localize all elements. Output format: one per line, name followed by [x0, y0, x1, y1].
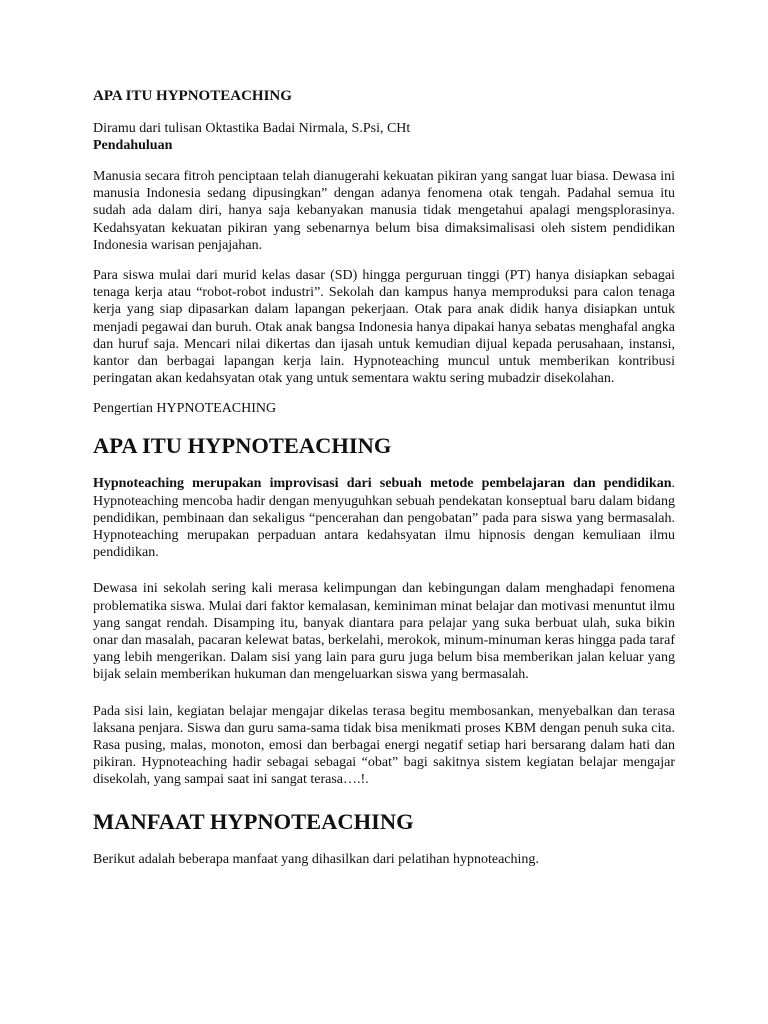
definition-lead: Hypnoteaching merupakan improvisasi dari sebuah metode pembelajaran dan pendidikan	[93, 476, 672, 492]
intro-subheading: Pendahuluan	[93, 138, 173, 153]
document-page	[93, 86, 675, 881]
intro-paragraph-2: Para siswa mulai dari murid kelas dasar (SD) hingga perguruan tinggi (PT) hanya disiapkan sebagai tenaga kerja atau “robot-robot industri”. Sekolah dan kampus hanya memproduksi para calon tenaga kerja yang siap dipasarkan dalam lapangan pekerjaan. Otak para anak didik hanya disiapkan untuk menjadi pegawai dan buruh. Otak anak bangsa Indonesia hanya dipakai hanya sebatas menghafal angka dan huruf saja. Mencari nilai dikertas dan ijasah untuk kemudian dijual kepada perusahaan, instansi, kantor dan berbagai lapangan kerja lain. Hypnoteaching muncul untuk memberikan kontribusi peringatan akan kedahsyatan otak yang untuk sementara waktu sering mubadzir disekolahan.	[93, 268, 675, 387]
author-credit: Diramu dari tulisan Oktastika Badai Nirmala, S.Psi, CHt	[93, 121, 411, 136]
definition-rest: . Hypnoteaching mencoba hadir dengan menyuguhkan sebuah pendekatan konseptual baru dalam bidang pendidikan, pembinaan dan sekaligus “pencerahan dan pengobatan” pada para siswa yang bermasalah. Hypnoteaching merupakan perpaduan antara kedahsyatan ilmu hipnosis dengan kemuliaan ilmu pendidikan.	[93, 476, 675, 561]
body-paragraph-2: Pada sisi lain, kegiatan belajar mengajar dikelas terasa begitu membosankan, menyebalkan dan terasa laksana penjara. Siswa dan guru sama-sama tidak bisa menikmati proses KBM dengan penuh suka cita. Rasa pusing, malas, monoton, emosi dan berbagai energi negatif setiap hari bersarang dalam hati dan pikiran. Hypnoteaching hadir sebagai sebagai “obat” bagi sakitnya sistem kegiatan belajar mengajar disekolah, yang sampai saat ini sangat terasa….!.	[93, 703, 675, 788]
heading-apa-itu: APA ITU HYPNOTEACHING	[93, 433, 392, 459]
definition-paragraph	[93, 475, 675, 561]
intro-paragraph-1: Manusia secara fitroh penciptaan telah dianugerahi kekuatan pikiran yang sangat luar biasa. Dewasa ini manusia Indonesia sedang dipusingkan” dengan adanya fenomena otak tengah. Padahal semua itu sudah ada dalam diri, hanya saja kebanyakan manusia tidak mengetahui apalagi mengsplorasinya. Kedahsyatan kekuatan pikiran yang sebenarnya belum bisa dimaksimalisasi oleh sistem pendidikan Indonesia warisan penjajahan.	[93, 169, 675, 253]
body-paragraph-1: Dewasa ini sekolah sering kali merasa kelimpungan dan kebingungan dalam menghadapi fenomena problematika siswa. Mulai dari faktor kemalasan, keminiman minat belajar dan motivasi menuntut ilmu yang sangat rendah. Disamping itu, banyak diantara para pelajar yang suka berbuat ulah, suka bikin onar dan masalah, pacaran kelewat batas, berkelahi, merokok, minum-minuman keras hingga pada taraf yang lebih mengerikan. Dalam sisi yang lain para guru juga belum bisa memberikan jalan keluar yang bijak selain memberikan hukuman dan mengeluarkan siswa yang bermasalah.	[93, 581, 675, 683]
closing-paragraph: Berikut adalah beberapa manfaat yang dihasilkan dari pelatihan hypnoteaching.	[93, 851, 539, 867]
heading-manfaat: MANFAAT HYPNOTEACHING	[93, 808, 414, 834]
document-title: APA ITU HYPNOTEACHING	[93, 88, 292, 104]
definition-section-label: Pengertian HYPNOTEACHING	[93, 401, 277, 417]
